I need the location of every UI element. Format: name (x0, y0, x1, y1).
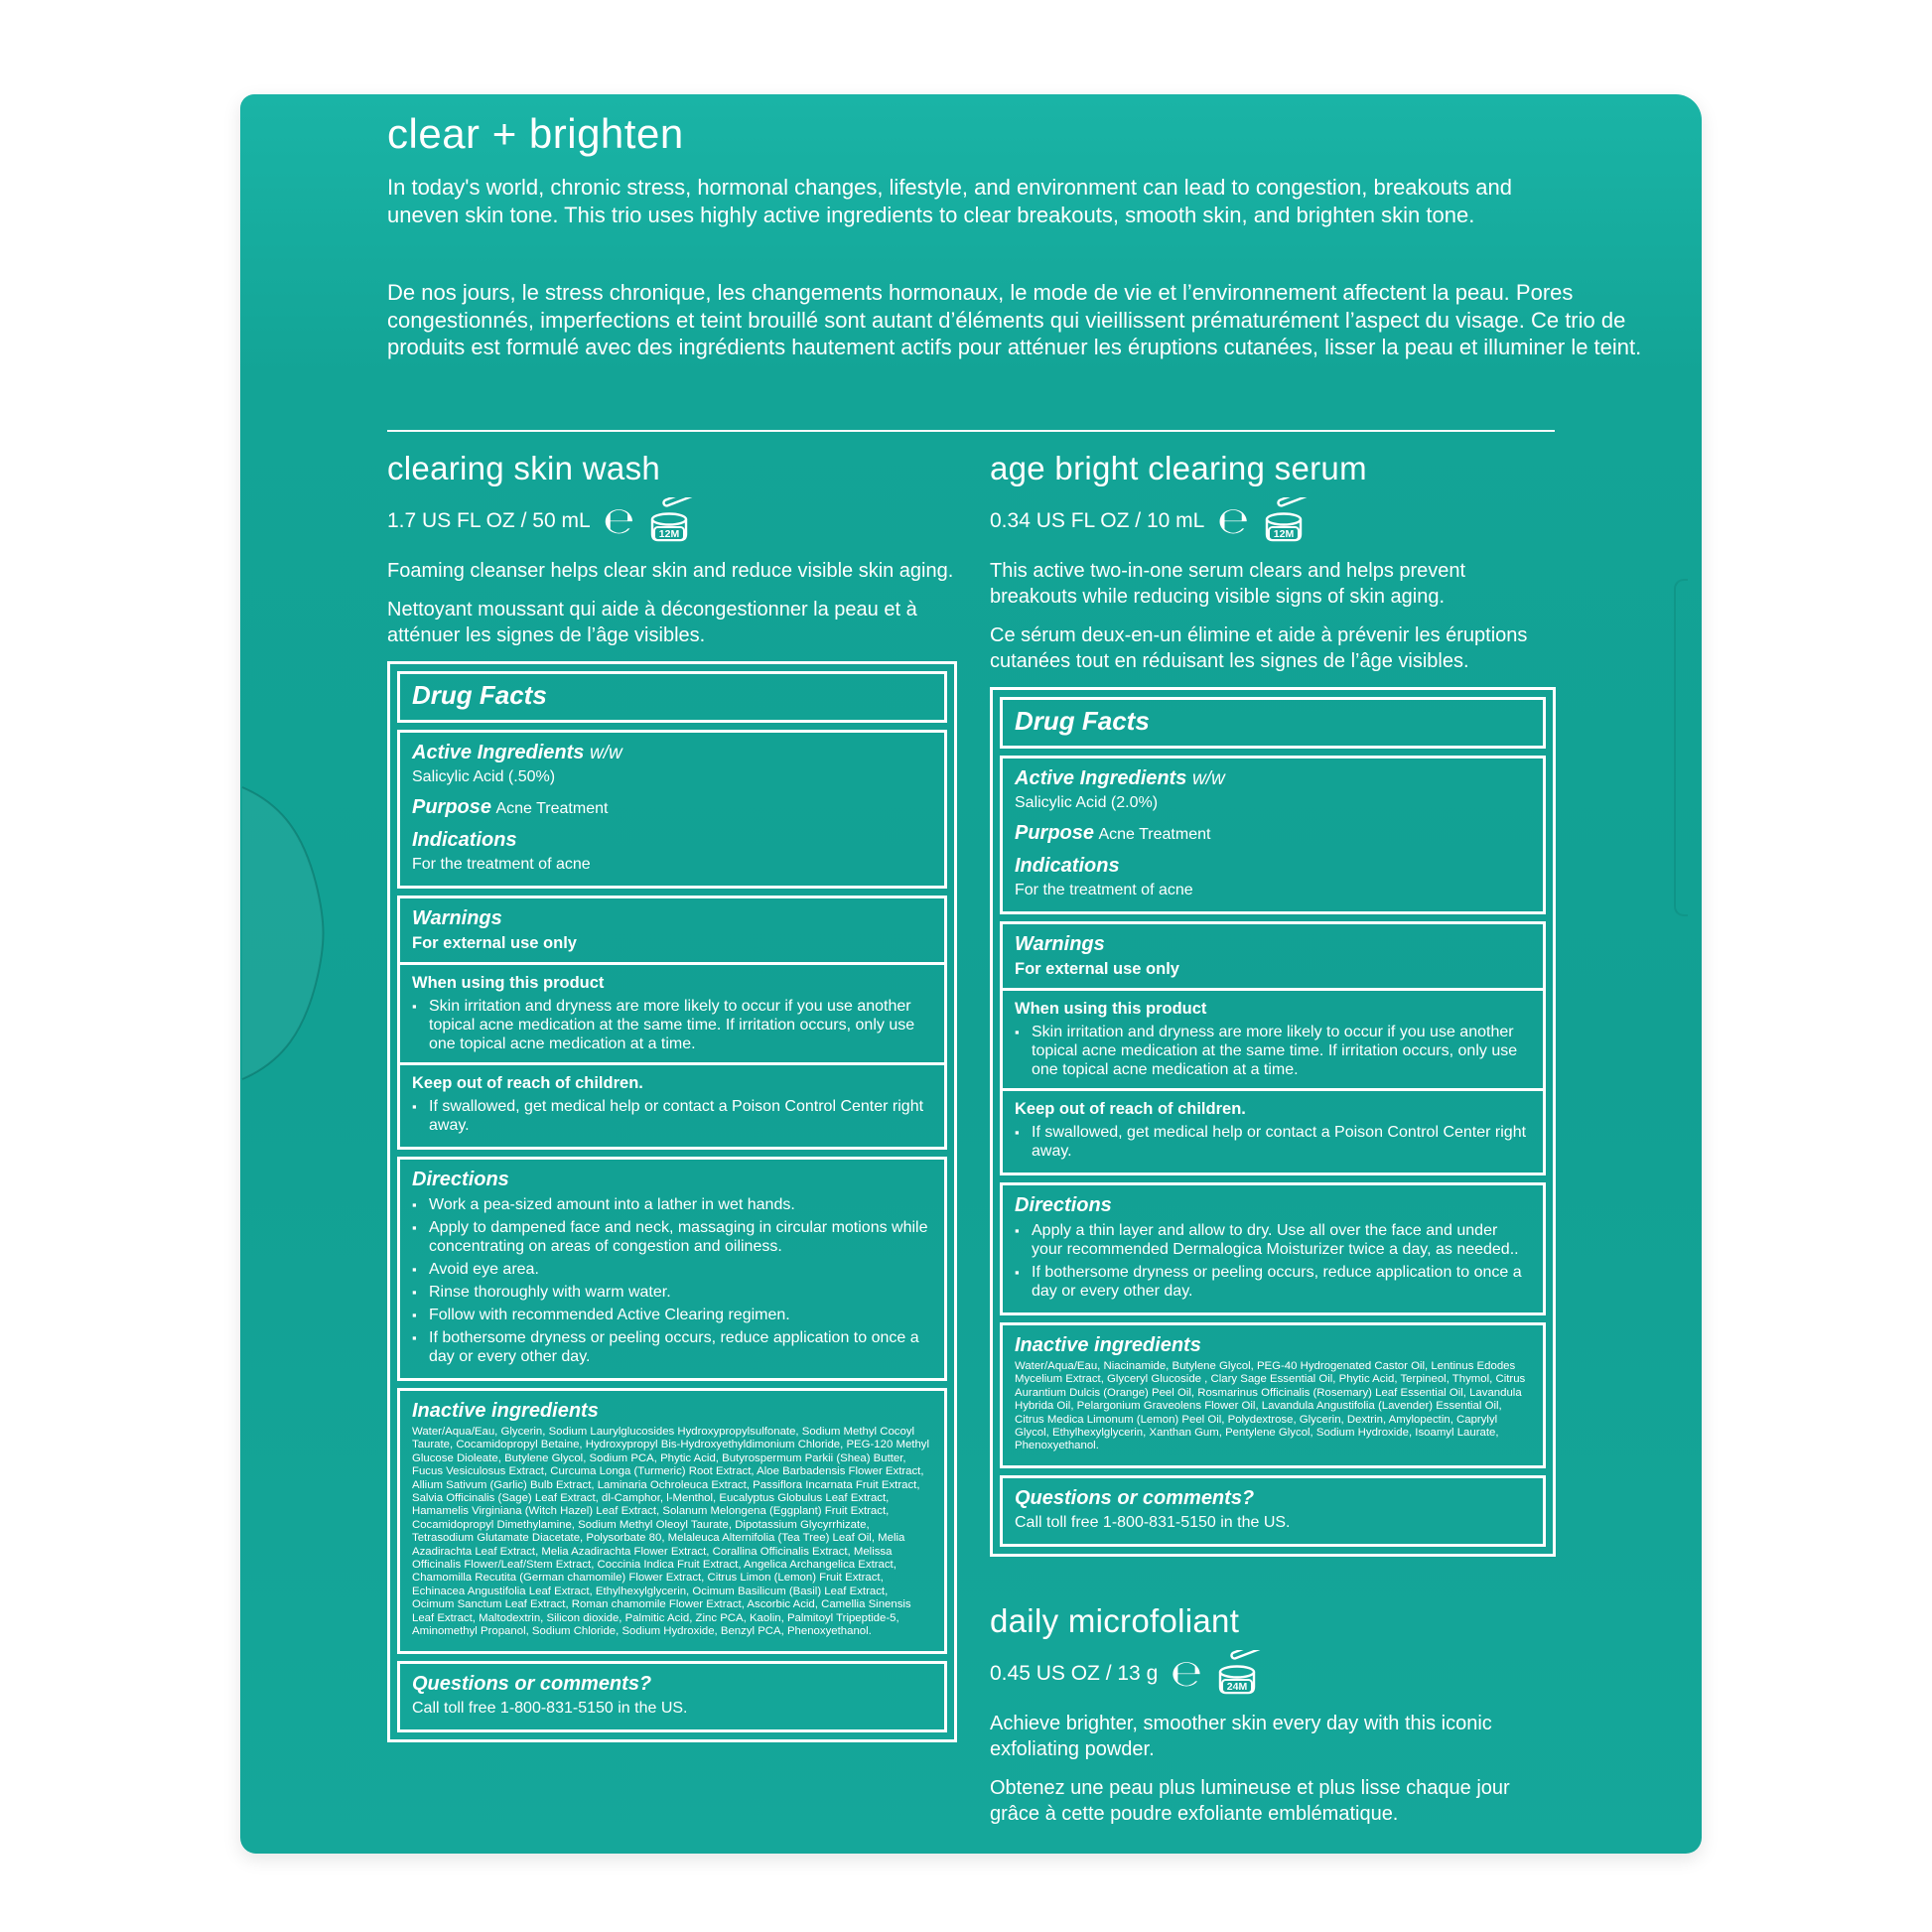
bullet-item: ▪ If bothersome dryness or peeling occurs, reduce application to once a day or every other day. (1015, 1263, 1531, 1301)
keep-out-bullets-wash (412, 1097, 932, 1135)
column-clearing-skin-wash (387, 444, 957, 1742)
estimated-sign-icon: ℮ (1217, 499, 1249, 542)
bullet-item: ▪ If swallowed, get medical help or contact a Poison Control Center right away. (412, 1097, 932, 1135)
product-size-serum: 0.34 US FL OZ / 10 mL (990, 509, 1205, 532)
active-ingredients-label: Active Ingredients (1015, 767, 1187, 789)
bullet-item: ▪ Skin irritation and dryness are more likely to occur if you use another topical acne medication at the same time. If irritation occurs, only use one topical acne medication at a time. (1015, 1023, 1531, 1079)
keep-out-label: Keep out of reach of children. (412, 1074, 643, 1092)
when-using-label: When using this product (412, 974, 605, 992)
indications-label: Indications (412, 829, 517, 851)
purpose-label: Purpose (1015, 822, 1095, 844)
product-desc-fr-wash: Nettoyant moussant qui aide à décongestionner la peau et à atténuer les signes de l’âge visibles. (387, 599, 917, 646)
column-age-bright-serum (990, 444, 1556, 1840)
bullet-item: ▪ Follow with recommended Active Clearing regimen. (412, 1306, 932, 1324)
product-desc-en-serum: This active two-in-one serum clears and helps prevent breakouts while reducing visible signs of skin aging. (990, 560, 1466, 608)
product-name-wash: clearing skin wash (387, 450, 661, 486)
ww-suffix: w/w (1191, 768, 1225, 789)
intro-paragraph-fr: De nos jours, le stress chronique, les changements hormonaux, le mode de vie et l’environnement affectent la peau. Pores congestionnés, imperfections et teint brouillé sont autant d’éléments qui vieillissent prématurément l’aspect du visage. Ce trio de produits est formulé avec des ingrédients hautement actifs pour atténuer les éruptions cutanées, lisser la peau et illuminer le teint. (387, 280, 1642, 359)
size-row-microfoliant (990, 1650, 1556, 1698)
external-use-label: For external use only (412, 934, 577, 952)
estimated-sign-icon: ℮ (603, 499, 635, 542)
product-desc-fr-serum: Ce sérum deux-en-un élimine et aide à prévenir les éruptions cutanées tout en réduisant les signes de l’âge visibles. (990, 624, 1528, 672)
bullet-item: ▪ If swallowed, get medical help or contact a Poison Control Center right away. (1015, 1123, 1531, 1161)
inactive-ingredients-list-serum: Water/Aqua/Eau, Niacinamide, Butylene Glycol, PEG-40 Hydrogenated Castor Oil, Lentinus Edodes Mycelium Extract, Glyceryl Glucoside , Clary Sage Essential Oil, Phytic Acid, Terpineol, Thymol, Citrus Aurantium Dulcis (Orange) Peel Oil, Rosmarinus Officinalis (Rosemary) Leaf Essential Oil, Lavandula Hybrida Oil, Pelargonium Graveolens Flower Oil, Lavandula Angustifolia (Lavender) Essential Oil, Citrus Medica Limonum (Lemon) Peel Oil, Polydextrose, Glycerin, Dextrin, Amylopectin, Caprylyl Glycol, Ethylhexylglycerin, Xanthan Gum, Pentylene Glycol, Sodium Hydroxide, Isoamyl Laurate, Phenoxyethanol. (1015, 1360, 1526, 1452)
inactive-ingredients-label: Inactive ingredients (1015, 1334, 1201, 1356)
questions-phone: Call toll free 1-800-831-5150 in the US. (412, 1699, 688, 1717)
section-divider (387, 430, 1555, 432)
warnings-label: Warnings (1015, 933, 1105, 955)
period-after-opening-icon (1215, 1650, 1269, 1698)
df-warnings-section-wash (397, 896, 947, 1150)
bullet-item: ▪ Avoid eye area. (412, 1260, 932, 1279)
df-questions-section-wash (397, 1661, 947, 1732)
page-title: clear + brighten (387, 110, 684, 157)
product-desc-en-wash: Foaming cleanser helps clear skin and reduce visible skin aging. (387, 560, 954, 582)
active-ingredient-value-serum: Salicylic Acid (2.0%) (1015, 794, 1159, 811)
df-inactive-section-wash (397, 1388, 947, 1654)
questions-phone: Call toll free 1-800-831-5150 in the US. (1015, 1513, 1291, 1531)
warnings-label: Warnings (412, 907, 502, 929)
when-using-bullets-serum (1015, 1023, 1531, 1079)
section-daily-microfoliant (990, 1602, 1556, 1827)
indications-value: For the treatment of acne (412, 856, 591, 873)
purpose-row (412, 796, 932, 819)
period-after-opening-icon (1262, 497, 1315, 545)
df-active-section-wash (397, 730, 947, 889)
intro-paragraph-en: In today's world, chronic stress, hormonal changes, lifestyle, and environment can lead to congestion, breakouts and uneven skin tone. This trio uses highly active ingredients to clear breakouts, smooth skin, and brighten skin tone. (387, 175, 1512, 227)
bullet-item: ▪ Skin irritation and dryness are more likely to occur if you use another topical acne medication at the same time. If irritation occurs, only use one topical acne medication at a time. (412, 997, 932, 1053)
when-using-label: When using this product (1015, 1000, 1207, 1018)
keep-out-bullets-serum (1015, 1123, 1531, 1161)
indications-label: Indications (1015, 855, 1120, 877)
active-ingredient-value-wash: Salicylic Acid (.50%) (412, 768, 556, 785)
ww-suffix: w/w (589, 743, 622, 763)
active-ingredients-title (1015, 767, 1531, 790)
drug-facts-header: Drug Facts (1000, 697, 1546, 749)
questions-label: Questions or comments? (1015, 1486, 1255, 1509)
external-use-label: For external use only (1015, 960, 1179, 978)
pao-label-microfoliant: 24M (1226, 1680, 1248, 1693)
carton-flap-crease (1674, 579, 1688, 916)
product-size-microfoliant: 0.45 US OZ / 13 g (990, 1661, 1159, 1685)
drug-facts-header: Drug Facts (397, 671, 947, 723)
active-ingredients-title (412, 742, 932, 764)
section-rule (400, 1062, 944, 1065)
keep-out-label: Keep out of reach of children. (1015, 1100, 1246, 1118)
directions-bullets-serum (1015, 1221, 1531, 1301)
df-questions-section-serum (1000, 1475, 1546, 1547)
product-size-wash: 1.7 US FL OZ / 50 mL (387, 509, 591, 532)
inactive-ingredients-list-wash: Water/Aqua/Eau, Glycerin, Sodium Laurylglucosides Hydroxypropylsulfonate, Sodium Methyl Cocoyl Taurate, Cocamidopropyl Betaine, Hydroxypropyl Bis-Hydroxyethyldimonium Chloride, PEG-120 Methyl Glucose Dioleate, Butylene Glycol, Sodium PCA, Phytic Acid, Butyrospermum Parkii (Shea) Butter, Fucus Vesiculosus Extract, Curcuma Longa (Turmeric) Root Extract, Aloe Barbadensis Flower Extract, Allium Sativum (Garlic) Bulb Extract, Laminaria Ochroleuca Extract, Passiflora Incarnata Fruit Extract, Salvia Officinalis (Sage) Leaf Extract, dl-Camphor, l-Menthol, Eucalyptus Globulus Leaf Extract, Hamamelis Virginiana (Witch Hazel) Leaf Extract, Solanum Melongena (Eggplant) Fruit Extract, Cocamidopropyl Dimethylamine, Sodium Methyl Oleoyl Taurate, Dipotassium Glycyrrhizate, Tetrasodium Glutamate Diacetate, Polysorbate 80, Melaleuca Alternifolia (Tea Tree) Leaf Oil, Melia Azadirachta Leaf Extract, Melia Azadirachta Flower Extract, Corallina Officinalis Extract, Melissa Officinalis Flower/Leaf/Stem Extract, Coccinia Indica Fruit Extract, Angelica Archangelica Extract, Chamomilla Recutita (German chamomile) Flower Extract, Citrus Limon (Lemon) Fruit Extract, Echinacea Angustifolia Leaf Extract, Ethylhexylglycerin, Ocimum Basilicum (Basil) Leaf Extract, Ocimum Sanctum Leaf Extract, Roman chamomile Flower Extract, Ascorbic Acid, Camellia Sinensis Leaf Extract, Maltodextrin, Silicon dioxide, Palmitic Acid, Zinc PCA, Kaolin, Palmitoyl Tripeptide-5, Aminomethyl Propanol, Sodium Chloride, Sodium Hydroxide, Benzyl PCA, Phenoxyethanol. (412, 1426, 930, 1638)
bullet-item: ▪ Apply to dampened face and neck, massaging in circular motions while concentrating on areas of congestion and oiliness. (412, 1218, 932, 1256)
teal-carton-panel (240, 94, 1702, 1854)
questions-label: Questions or comments? (412, 1672, 652, 1695)
df-directions-section-serum (1000, 1182, 1546, 1315)
purpose-value: Acne Treatment (495, 800, 609, 817)
size-row-serum (990, 497, 1556, 545)
active-ingredients-label: Active Ingredients (412, 742, 585, 763)
purpose-row (1015, 822, 1531, 845)
period-after-opening-icon (647, 497, 701, 545)
bullet-item: ▪ Work a pea-sized amount into a lather in wet hands. (412, 1195, 932, 1214)
product-desc-en-microfoliant: Achieve brighter, smoother skin every day with this iconic exfoliating powder. (990, 1712, 1492, 1760)
section-rule (1003, 1088, 1543, 1091)
drug-facts-panel-wash (387, 661, 957, 1742)
estimated-sign-icon: ℮ (1171, 1651, 1202, 1695)
directions-bullets-wash (412, 1195, 932, 1366)
drug-facts-panel-serum (990, 687, 1556, 1557)
product-desc-fr-microfoliant: Obtenez une peau plus lumineuse et plus lisse chaque jour grâce à cette poudre exfoliante emblématique. (990, 1776, 1510, 1825)
directions-label: Directions (1015, 1194, 1112, 1216)
product-name-microfoliant: daily microfoliant (990, 1601, 1240, 1639)
section-rule (1003, 988, 1543, 991)
purpose-label: Purpose (412, 796, 492, 818)
pao-label-serum: 12M (1273, 528, 1295, 540)
when-using-bullets-wash (412, 997, 932, 1053)
bullet-item: ▪ Rinse thoroughly with warm water. (412, 1283, 932, 1302)
pao-label-wash: 12M (659, 528, 680, 540)
bullet-item: ▪ If bothersome dryness or peeling occurs, reduce application to once a day or every other day. (412, 1328, 932, 1366)
df-active-section-serum (1000, 756, 1546, 914)
directions-label: Directions (412, 1169, 509, 1190)
df-directions-section-wash (397, 1157, 947, 1381)
bullet-item: ▪ Apply a thin layer and allow to dry. Use all over the face and under your recommended Dermalogica Moisturizer twice a day, as needed.. (1015, 1221, 1531, 1259)
section-rule (400, 962, 944, 965)
df-warnings-section-serum (1000, 921, 1546, 1175)
inactive-ingredients-label: Inactive ingredients (412, 1400, 599, 1422)
size-row-wash (387, 497, 957, 545)
purpose-value: Acne Treatment (1098, 826, 1211, 843)
thumb-notch-die-cut (240, 779, 371, 1089)
df-inactive-section-serum (1000, 1322, 1546, 1468)
indications-value: For the treatment of acne (1015, 882, 1193, 898)
product-name-serum: age bright clearing serum (990, 450, 1367, 486)
